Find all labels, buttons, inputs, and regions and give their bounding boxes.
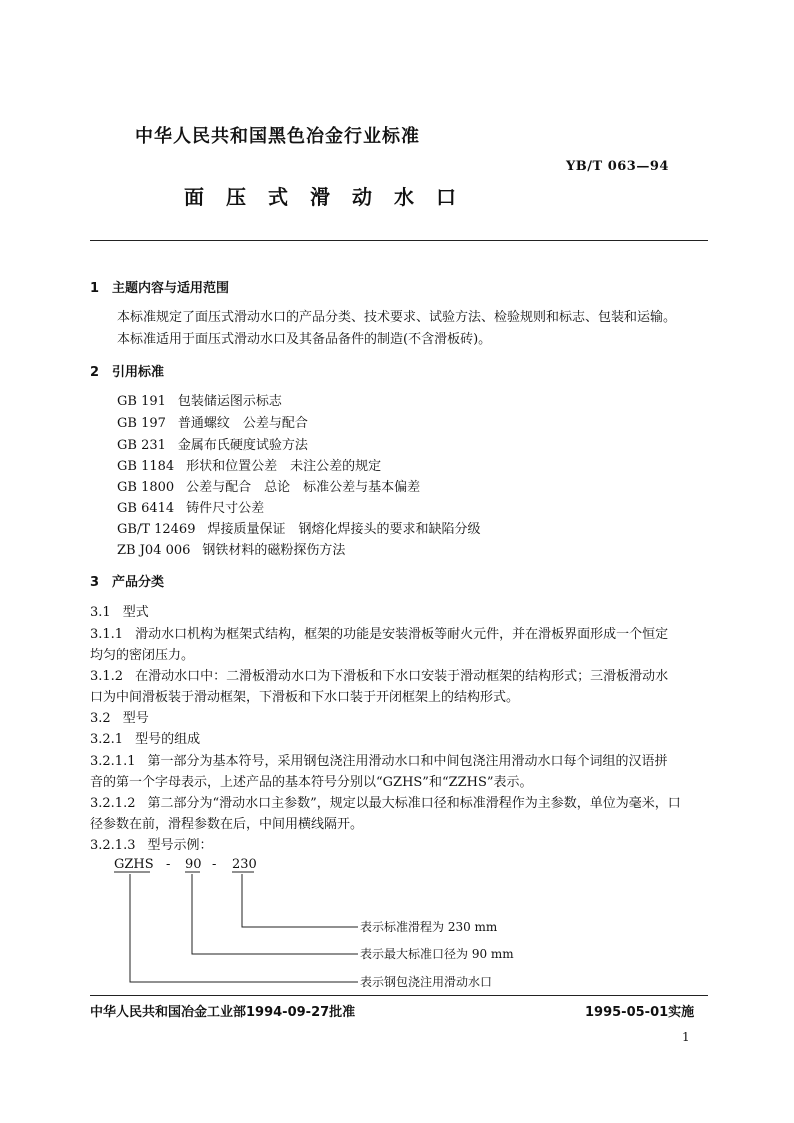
leader-bore: [192, 874, 358, 954]
section-1-paragraph-1: 本标准规定了面压式滑动水口的产品分类、技术要求、试验方法、检验规则和标志、包装和运输。: [117, 310, 677, 325]
reference-title: 公差与配合 总论 标准公差与基本偏差: [186, 480, 421, 495]
section-number: 3: [90, 575, 100, 590]
clause-number: 3.2.1.2: [90, 796, 136, 811]
section-1-paragraph-2: 本标准适用于面压式滑动水口及其备品备件的制造(不含滑板砖)。: [117, 332, 492, 347]
reference-code: GB 6414: [117, 501, 175, 516]
implementation-date: 1995-05-01实施: [585, 1005, 695, 1020]
clause-text: 型号的组成: [135, 732, 201, 747]
reference-title: 钢铁材料的磁粉探伤方法: [202, 543, 346, 558]
clause-text: 型式: [122, 605, 149, 620]
clause-text: 音的第一个字母表示，上述产品的基本符号分别以“GZHS”和“ZZHS”表示。: [90, 775, 533, 790]
clause-text: 第一部分为基本符号，采用钢包浇注用滑动水口和中间包浇注用滑动水口每个词组的汉语拼: [147, 754, 668, 769]
clause-number: 3.2.1: [90, 732, 124, 747]
section-title: 引用标准: [112, 365, 165, 380]
clause-number: 3.2.1.1: [90, 754, 136, 769]
approval-line: 中华人民共和国冶金工业部1994-09-27批准: [90, 1005, 356, 1020]
section-title: 主题内容与适用范围: [112, 281, 230, 296]
issuing-body-title: 中华人民共和国黑色冶金行业标准: [135, 126, 420, 147]
reference-title: 金属布氏硬度试验方法: [177, 438, 308, 453]
model-dash: -: [212, 857, 217, 872]
reference-code: GB 1800: [117, 480, 175, 495]
section-number: 2: [90, 365, 100, 380]
section-title: 产品分类: [112, 575, 165, 590]
leader-stroke: [242, 874, 358, 927]
label-symbol: 表示钢包浇注用滑动水口: [360, 975, 493, 989]
clause-number: 3.1.2: [90, 669, 124, 684]
section-number: 1: [90, 281, 100, 296]
leader-symbol: [130, 874, 358, 982]
reference-title: 形状和位置公差 未注公差的规定: [186, 459, 382, 474]
model-code-symbol: GZHS: [114, 857, 154, 872]
label-bore: 表示最大标准口径为 90 mm: [360, 947, 514, 961]
reference-title: 包装储运图示标志: [177, 394, 282, 409]
clause-number: 3.2: [90, 711, 111, 726]
clause-number: 3.2.1.3: [90, 838, 136, 853]
reference-code: GB/T 12469: [117, 522, 196, 537]
document-title: 面压式滑动水口: [184, 185, 478, 209]
model-dash: -: [166, 857, 171, 872]
page-number: 1: [682, 1030, 690, 1044]
reference-title: 普通螺纹 公差与配合: [177, 416, 308, 431]
clause-text: 径参数在前，滑程参数在后，中间用横线隔开。: [90, 817, 364, 832]
model-code-stroke: 230: [232, 857, 257, 872]
model-code-bore: 90: [185, 857, 202, 872]
label-stroke: 表示标准滑程为 230 mm: [360, 920, 498, 934]
clause-text: 第二部分为“滑动水口主参数”，规定以最大标准口径和标准滑程作为主参数，单位为毫米，口: [147, 796, 681, 811]
clause-text: 型号: [122, 711, 149, 726]
reference-code: GB 231: [117, 438, 166, 453]
clause-number: 3.1: [90, 605, 111, 620]
standard-code: YB/T 063—94: [566, 159, 669, 174]
clause-text: 型号示例：: [147, 838, 213, 853]
reference-code: ZB J04 006: [117, 543, 191, 558]
footer-divider: [90, 995, 708, 996]
reference-title: 焊接质量保证 钢熔化焊接头的要求和缺陷分级: [207, 522, 481, 537]
reference-title: 铸件尺寸公差: [186, 501, 265, 516]
reference-code: GB 197: [117, 416, 166, 431]
reference-code: GB 191: [117, 394, 166, 409]
clause-number: 3.1.1: [90, 627, 124, 642]
clause-text: 滑动水口机构为框架式结构，框架的功能是安装滑板等耐火元件，并在滑板界面形成一个恒定: [135, 627, 669, 642]
clause-text: 均匀的密闭压力。: [90, 648, 195, 663]
reference-code: GB 1184: [117, 459, 175, 474]
clause-text: 在滑动水口中：二滑板滑动水口为下滑板和下水口安装于滑动框架的结构形式；三滑板滑动水: [135, 669, 669, 684]
clause-text: 口为中间滑板装于滑动框架，下滑板和下水口装于开闭框架上的结构形式。: [90, 690, 520, 705]
